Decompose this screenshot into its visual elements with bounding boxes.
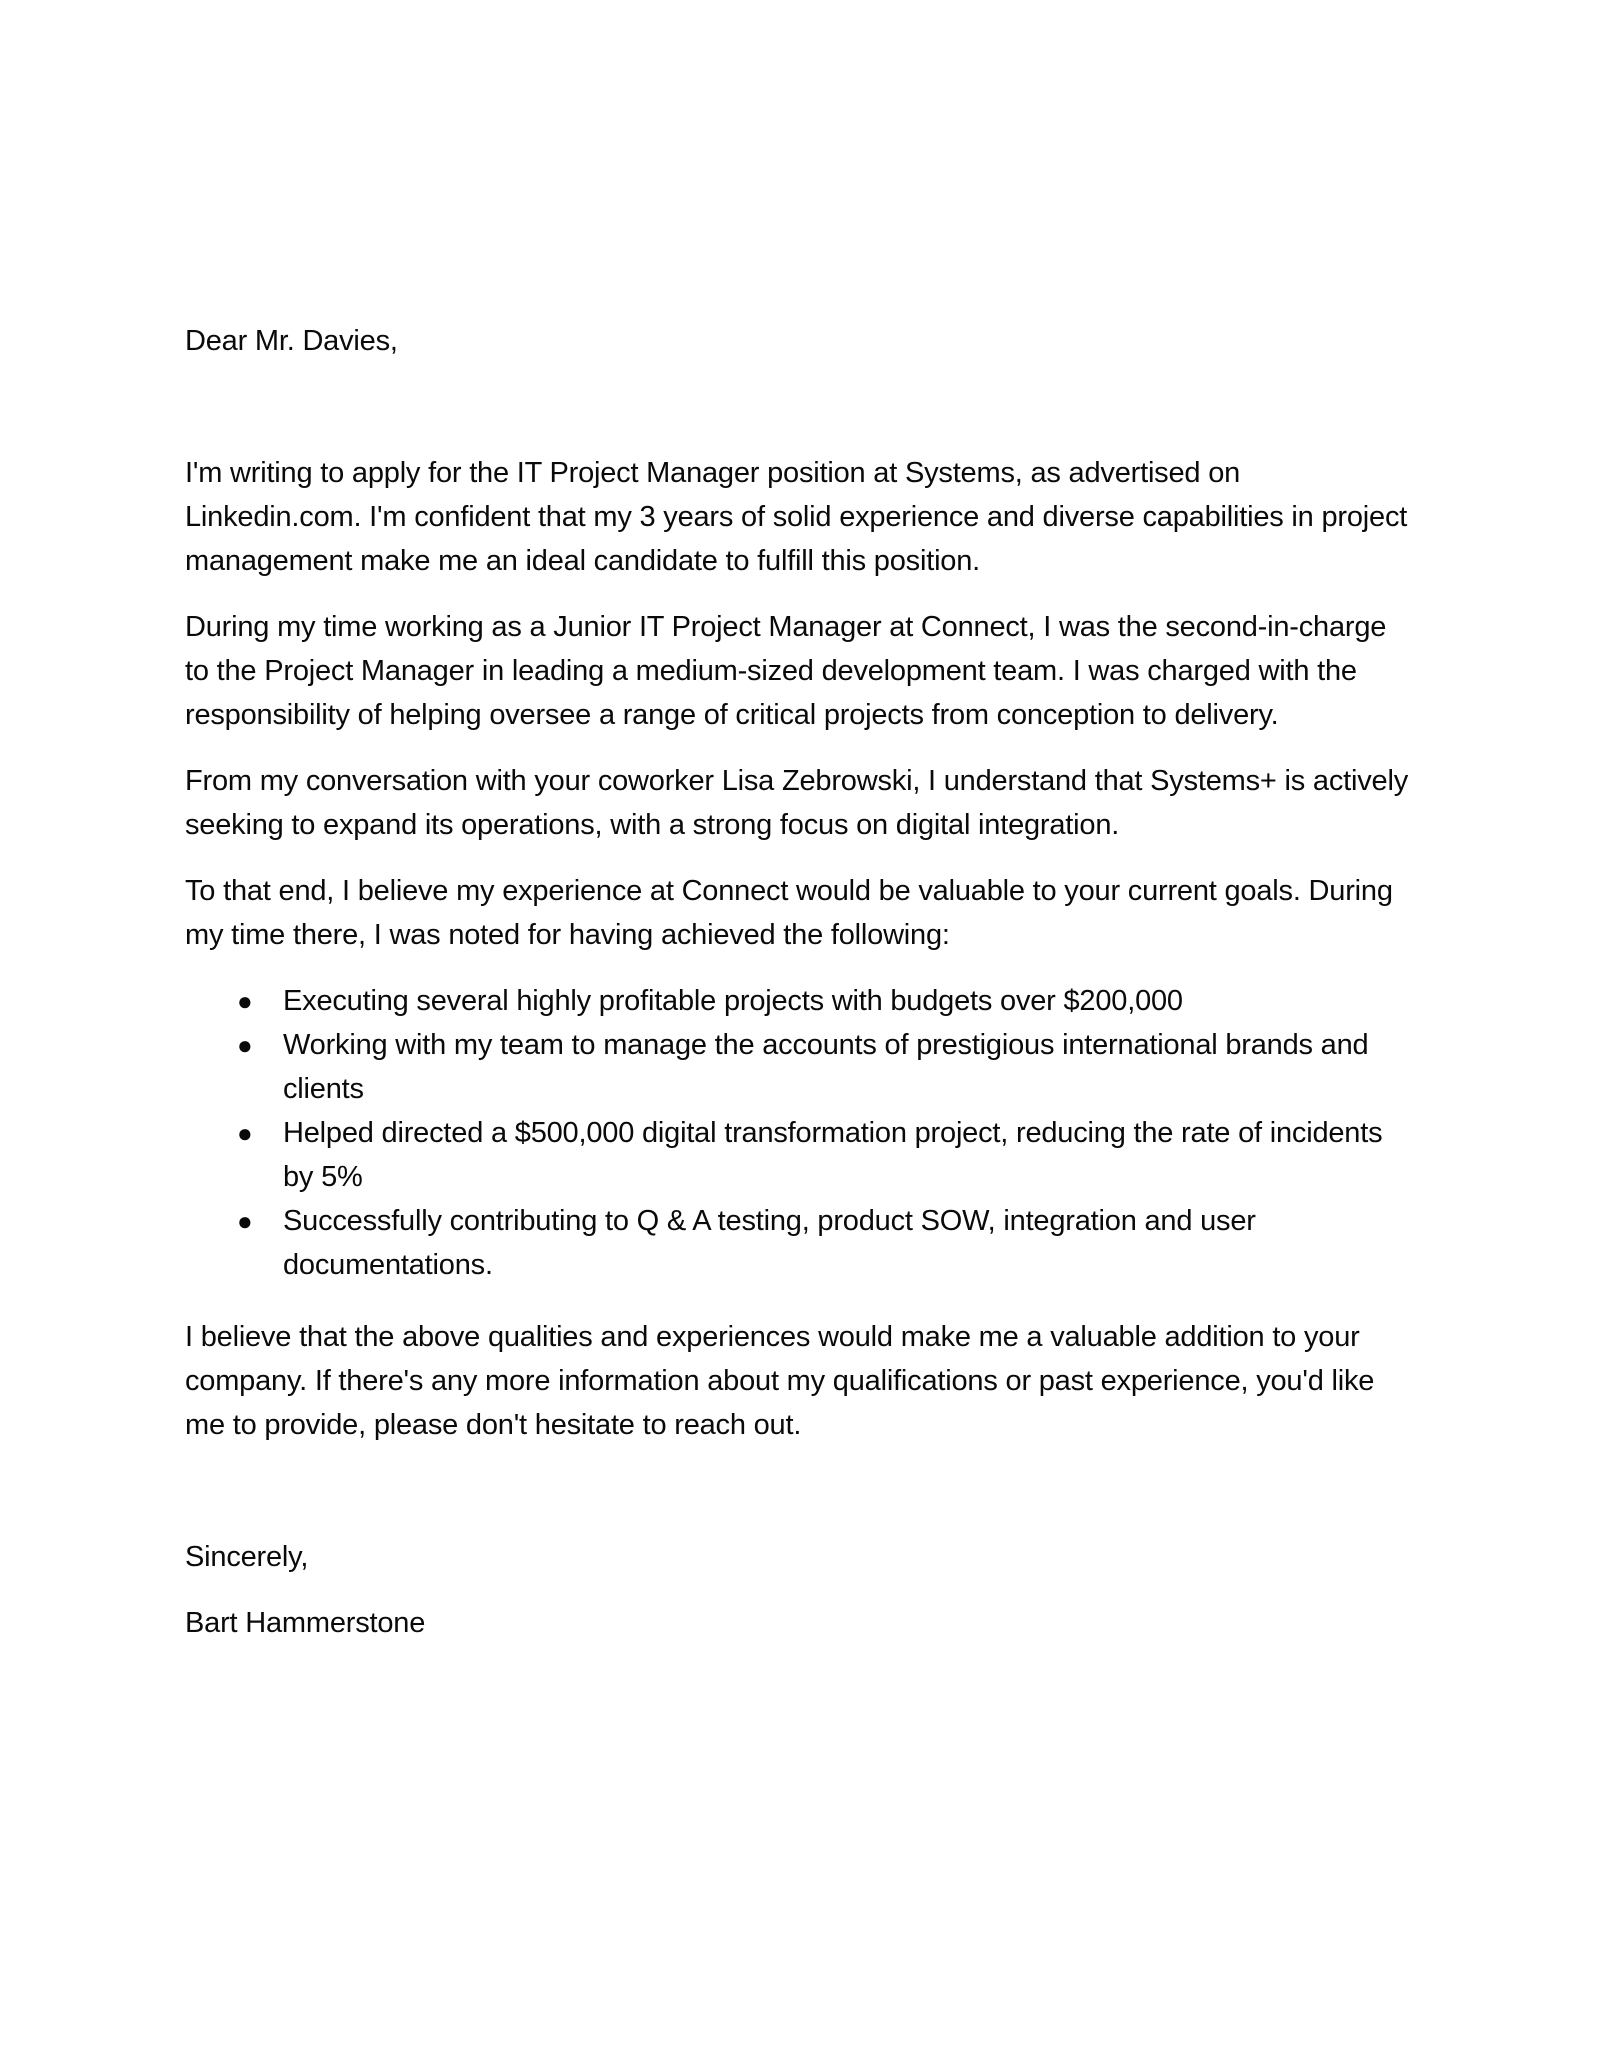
list-item [185, 1199, 1415, 1287]
bullet-icon: ● [237, 1118, 253, 1148]
achievement-text: Executing several highly profitable projects with budgets over $200,000 [283, 985, 1183, 1017]
closing-paragraph: I believe that the above qualities and experiences would make me a valuable addition to your company. If there's any more information about my qualifications or past experience, you'd like me to provide, please don't hesitate to reach out. [185, 1321, 1375, 1441]
greeting-line: Dear Mr. Davies, [185, 325, 398, 357]
body-paragraph-referral: From my conversation with your coworker Lisa Zebrowski, I understand that Systems+ is actively seeking to expand its operations, with a strong focus on digital integration. [185, 765, 1409, 841]
list-item [185, 1111, 1415, 1199]
bullet-icon: ● [237, 1030, 253, 1060]
achievement-text: Successfully contributing to Q & A testing, product SOW, integration and user documentations. [283, 1205, 1256, 1281]
list-item [185, 1023, 1415, 1111]
body-paragraph-lead-in: To that end, I believe my experience at Connect would be valuable to your current goals. During my time there, I was noted for having achieved the following: [185, 875, 1393, 951]
achievement-text: Working with my team to manage the accounts of prestigious international brands and clients [283, 1029, 1369, 1105]
bullet-icon: ● [237, 1206, 253, 1236]
signature-name: Bart Hammerstone [185, 1607, 426, 1639]
bullet-icon: ● [237, 986, 253, 1016]
body-paragraph-experience: During my time working as a Junior IT Project Manager at Connect, I was the second-in-charge to the Project Manager in leading a medium-sized development team. I was charged with the responsibility of helping oversee a range of critical projects from conception to delivery. [185, 611, 1387, 731]
list-item [185, 979, 1415, 1023]
signoff-line: Sincerely, [185, 1541, 309, 1573]
achievements-list [185, 979, 1415, 1287]
body-paragraph-intro: I'm writing to apply for the IT Project Manager position at Systems, as advertised on Linkedin.com. I'm confident that my 3 years of solid experience and diverse capabilities in project management make me an ideal candidate to fulfill this position. [185, 457, 1408, 577]
achievement-text: Helped directed a $500,000 digital transformation project, reducing the rate of incidents by 5% [283, 1117, 1383, 1193]
